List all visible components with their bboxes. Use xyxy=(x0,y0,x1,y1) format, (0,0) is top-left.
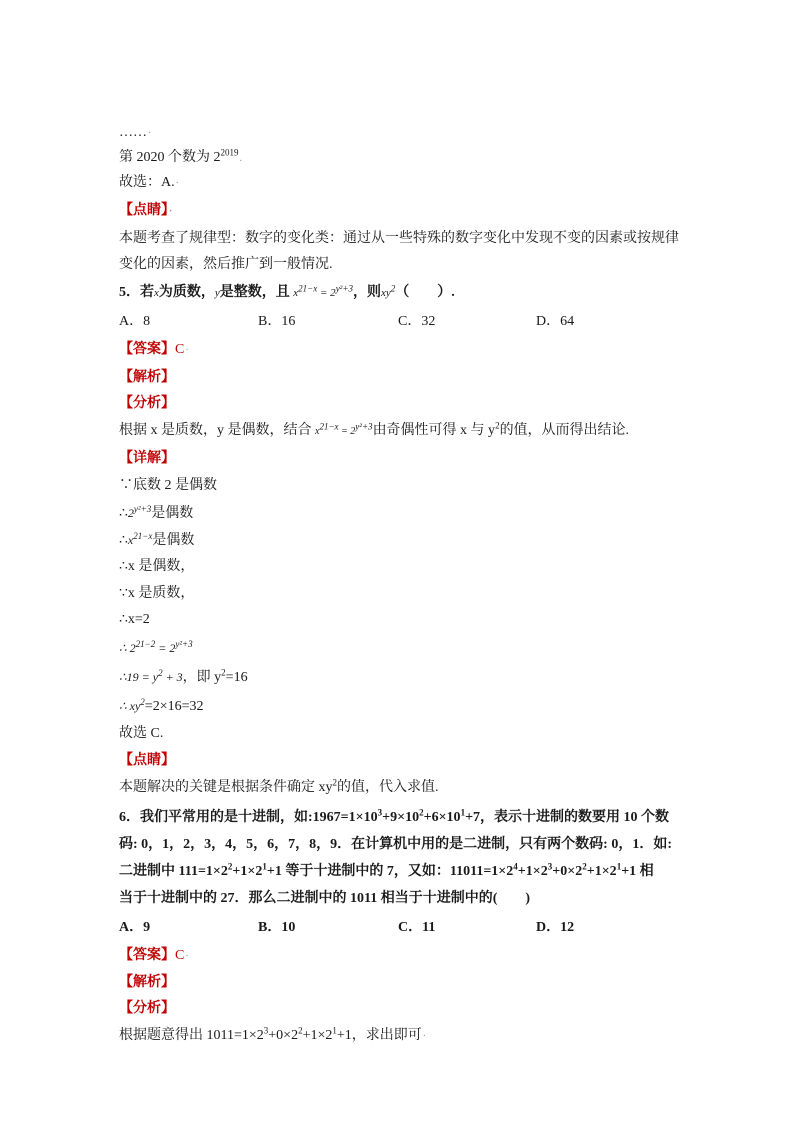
q5-option-c[interactable]: C．32 xyxy=(398,314,436,329)
q6-option-b[interactable]: B．10 xyxy=(258,920,296,935)
q5-step-4: ∴x 是偶数， xyxy=(119,559,195,574)
q5-step-2: $\therefore 2^{y^2+3}$是偶数 xyxy=(119,504,194,521)
q5-answer: 【答案】C· xyxy=(119,342,189,357)
point-text-line-2: 变化的因素，然后推广到一般情况. xyxy=(119,257,333,272)
dianjing-label-1: 【点睛】· xyxy=(119,203,173,218)
q5-conclusion: 故选 C. xyxy=(119,726,164,741)
q5-step-6: ∴x=2 xyxy=(119,612,150,627)
q6-stem-line-2: 码: 0，1，2，3，4，5，6，7，8，9．在计算机中用的是二进制，只有两个数码: 0，1．如: xyxy=(119,837,672,852)
q5-step-1: ∵底数 2 是偶数 xyxy=(119,478,217,493)
q6-answer: 【答案】C· xyxy=(119,948,189,963)
q5-option-d[interactable]: D．64 xyxy=(536,314,575,329)
item-2020-line: 第 2020 个数为 $2^{2019}$. xyxy=(119,147,242,165)
q5-option-b[interactable]: B．16 xyxy=(258,314,296,329)
q5-point: 本题解决的关键是根据条件确定 $xy^2$的值，代入求值. xyxy=(119,777,439,795)
q5-fenxi-label: 【分析】 xyxy=(119,396,175,411)
q5-jiexi-label: 【解析】 xyxy=(119,370,175,385)
q5-step-3: $\therefore x^{21-x}$是偶数 xyxy=(119,531,195,548)
q5-step-8: ∴19 = $y^2 + 3$，即 $y^2=16$ xyxy=(119,667,248,685)
q6-option-d[interactable]: D．12 xyxy=(536,920,575,935)
q6-option-a[interactable]: A．9 xyxy=(119,920,151,935)
choose-a-line: 故选：A.· xyxy=(119,175,179,190)
q5-step-5: ∵x 是质数， xyxy=(119,586,195,601)
dianjing-label-2: 【点睛】 xyxy=(119,753,175,768)
q5-step-9: ∴ $xy^2=2\times 16=32$ xyxy=(119,697,204,714)
point-text-line-1: 本题考查了规律型：数字的变化类：通过从一些特殊的数字变化中发现不变的因素或按规律 xyxy=(119,231,679,246)
q6-analysis: 根据题意得出 $1011=1\times 2^3+0\times 2^2+1\times 2^1+1$，求出即可· xyxy=(119,1025,427,1043)
q6-stem-line-3: 二进制中 $111=1\times 2^2+1\times 2^1+1$ 等于十进制中的 7，又如：$11011=1\times 2^4+1\times 2^3+0\times 2^2+1\times 2^1+1$ 相 xyxy=(119,861,654,879)
q5-stem: 5．若x为质数，y是整数，且 $x^{21-x} = 2^{y^2+3}$，则$xy^2$（ ）. xyxy=(119,283,455,300)
q5-analysis: 根据 x 是质数，y 是偶数，结合 $x^{21-x} = 2^{y^2+3}$由奇偶性可得 x 与 $y^2$的值，从而得出结论. xyxy=(119,420,630,438)
q6-jiexi-label: 【解析】 xyxy=(119,975,175,990)
q6-stem-line-4: 当于十进制中的 27．那么二进制中的 1011 相当于十进制中的( ) xyxy=(119,891,531,906)
q6-option-c[interactable]: C．11 xyxy=(398,920,436,935)
ellipsis: ……· xyxy=(119,125,152,140)
q5-option-a[interactable]: A．8 xyxy=(119,314,151,329)
q5-xiangjie-label: 【详解】 xyxy=(119,451,175,466)
q5-equation: $x^{21-x} = 2^{y^2+3}$ xyxy=(293,283,353,299)
q6-fenxi-label: 【分析】 xyxy=(119,1001,175,1016)
q6-stem-line-1: 6．我们平常用的是十进制，如$:1967=1\times 10^3+9\times 10^2+6\times 10^1+7$，表示十进制的数要用 10 个数 xyxy=(119,807,670,825)
q5-step-7: ∴ $2^{21-2} = 2^{y^2+3}$ xyxy=(119,639,193,655)
q5-target: $xy^2$ xyxy=(380,283,396,299)
